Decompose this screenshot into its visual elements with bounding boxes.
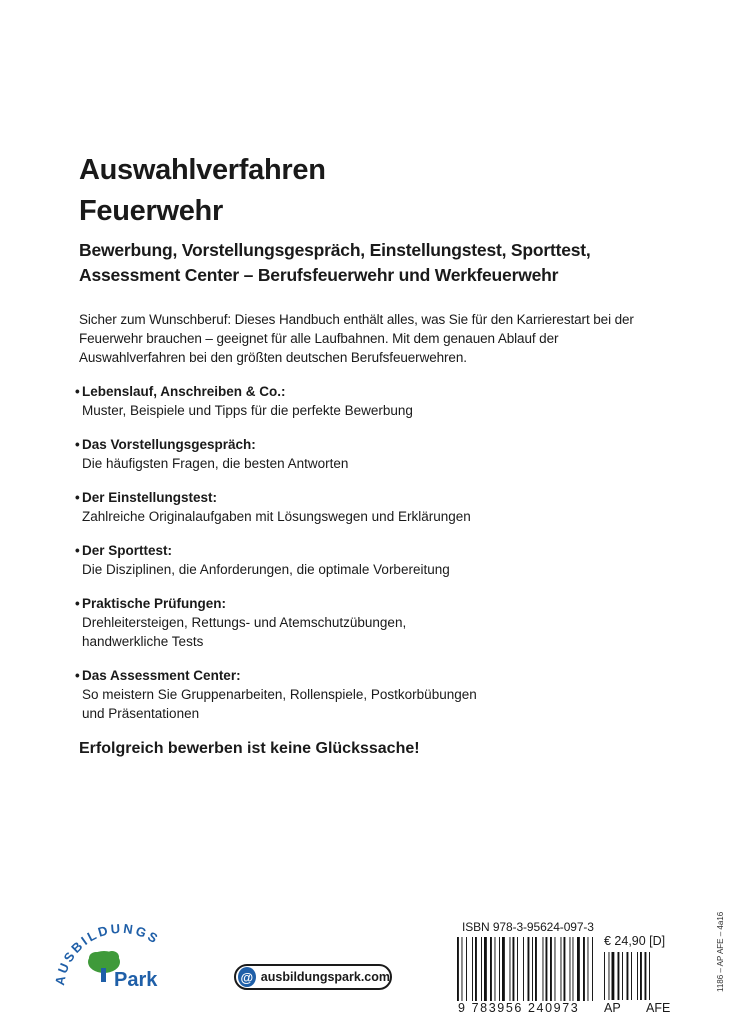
logo-arc-text: AUSBILDUNGS [52, 920, 163, 987]
list-item [75, 594, 639, 651]
intro-paragraph: Sicher zum Wunschberuf: Dieses Handbuch enthält alles, was Sie für den Karrierestart bei der Feuerwehr brauchen – geeignet für alle Laufbahnen. Mit dem genauen Ablauf der Auswahlverfahren bei den größten deutschen Berufsfeuerwehren. [79, 312, 634, 365]
website-link[interactable] [234, 964, 392, 990]
closing-slogan: Erfolgreich bewerben ist keine Glückssache! [79, 740, 420, 757]
bullet-icon: • [75, 437, 80, 452]
list-item [75, 488, 639, 526]
barcode [457, 937, 597, 1001]
website-url: ausbildungspark.com [260, 970, 390, 984]
code-ap: AP [604, 1001, 621, 1015]
barcode-digits: 9 783956 240973 [458, 1001, 580, 1015]
list-item [75, 666, 639, 723]
list-item [75, 435, 639, 473]
bullet-icon: • [75, 543, 80, 558]
list-item [75, 541, 639, 579]
code-afe: AFE [646, 1001, 671, 1015]
price-barcode [604, 952, 668, 1000]
bullet-icon: • [75, 668, 80, 683]
list-item-title: Praktische Prüfungen: [82, 596, 227, 611]
ausbildungspark-logo [52, 918, 187, 998]
list-item-text: So meistern Sie Gruppenarbeiten, Rollenspiele, Postkorbübungen und Präsentationen [82, 687, 477, 721]
logo-word: Park [114, 969, 158, 991]
list-item-text: Die Disziplinen, die Anforderungen, die optimale Vorbereitung [82, 562, 450, 577]
list-item-title: Der Einstellungstest: [82, 490, 218, 505]
back-cover-text [75, 150, 639, 760]
bullet-icon: • [75, 596, 80, 611]
title-line-1: Auswahlverfahren [79, 154, 326, 186]
book-title [79, 150, 639, 232]
at-icon: @ [238, 967, 256, 987]
isbn-number: ISBN 978-3-95624-097-3 [462, 920, 594, 934]
bullet-icon: • [75, 384, 80, 399]
list-item-text: Drehleitersteigen, Rettungs- und Atemschutzübungen, handwerkliche Tests [82, 615, 407, 649]
list-item-title: Der Sporttest: [82, 543, 173, 558]
book-subtitle: Bewerbung, Vorstellungsgespräch, Einstellungstest, Sporttest, Assessment Center – Berufsfeuerwehr und Werkfeuerwehr [79, 240, 591, 285]
list-item-title: Das Vorstellungsgespräch: [82, 437, 256, 452]
side-print-code: 1186 – AP AFE – 4a16 [716, 911, 725, 992]
list-item-text: Zahlreiche Originalaufgaben mit Lösungswegen und Erklärungen [82, 509, 471, 524]
price-label: € 24,90 [D] [604, 934, 666, 948]
list-item [75, 382, 639, 420]
list-item-text: Muster, Beispiele und Tipps für die perfekte Bewerbung [82, 403, 413, 418]
list-item-title: Das Assessment Center: [82, 668, 241, 683]
list-item-text: Die häufigsten Fragen, die besten Antworten [82, 456, 349, 471]
list-item-title: Lebenslauf, Anschreiben & Co.: [82, 384, 286, 399]
title-line-2: Feuerwehr [79, 195, 223, 227]
feature-list [75, 382, 639, 723]
bullet-icon: • [75, 490, 80, 505]
